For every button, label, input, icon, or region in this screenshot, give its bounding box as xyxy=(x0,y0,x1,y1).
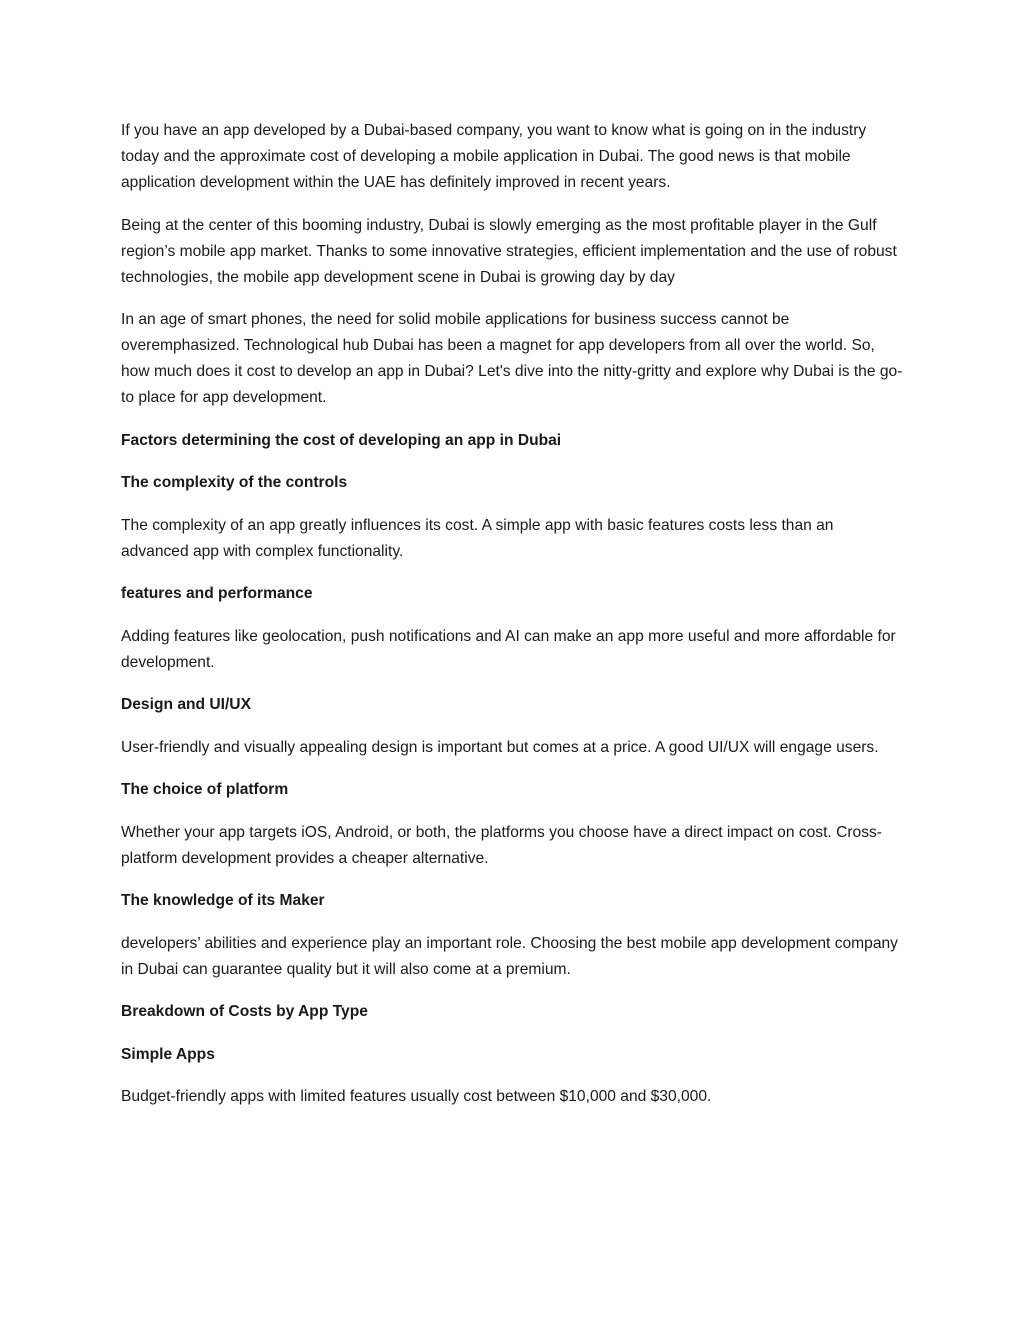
paragraph-complexity: The complexity of an app greatly influences its cost. A simple app with basic features costs less than an advanced app with complex functionality. xyxy=(121,516,834,560)
paragraph-intro: If you have an app developed by a Dubai-based company, you want to know what is going on in the industry today and the approximate cost of developing a mobile application in Dubai. The good news is that mobile application development within the UAE has definitely improved in recent years. xyxy=(121,122,867,191)
paragraph-smart-phones: In an age of smart phones, the need for solid mobile applications for business success cannot be overemphasized. Technological hub Dubai has been a magnet for app developers from all over the world. So, how much does it cost to develop an app in Dubai? Let's dive into the nitty-gritty and explore why Dubai is the go-to place for app development. xyxy=(121,311,903,406)
paragraph-features: Adding features like geolocation, push notifications and AI can make an app more useful and more affordable for development. xyxy=(121,627,896,671)
paragraph-design: User-friendly and visually appealing design is important but comes at a price. A good UI/UX will engage users. xyxy=(121,738,879,756)
heading-simple-apps: Simple Apps xyxy=(121,1045,215,1063)
heading-complexity: The complexity of the controls xyxy=(121,474,348,491)
heading-features: features and performance xyxy=(121,585,313,602)
paragraph-platform: Whether your app targets iOS, Android, or both, the platforms you choose have a direct impact on cost. Cross-platform development provides a cheaper alternative. xyxy=(121,823,883,867)
heading-factors: Factors determining the cost of developing an app in Dubai xyxy=(121,431,562,449)
paragraph-dubai-industry: Being at the center of this booming industry, Dubai is slowly emerging as the most profitable player in the Gulf region’s mobile app market. Thanks to some innovative strategies, efficient implementation and the use of robust technologies, the mobile app development scene in Dubai is growing day by day xyxy=(121,216,897,286)
paragraph-simple-apps: Budget-friendly apps with limited features usually cost between $10,000 and $30,000. xyxy=(121,1088,712,1105)
heading-maker: The knowledge of its Maker xyxy=(121,892,325,909)
document-body xyxy=(121,118,903,1127)
heading-platform: The choice of platform xyxy=(121,781,289,798)
paragraph-maker: developers’ abilities and experience play an important role. Choosing the best mobile app development company in Dubai can guarantee quality but it will also come at a premium. xyxy=(121,934,898,978)
heading-design: Design and UI/UX xyxy=(121,696,251,713)
heading-breakdown: Breakdown of Costs by App Type xyxy=(121,1003,368,1020)
